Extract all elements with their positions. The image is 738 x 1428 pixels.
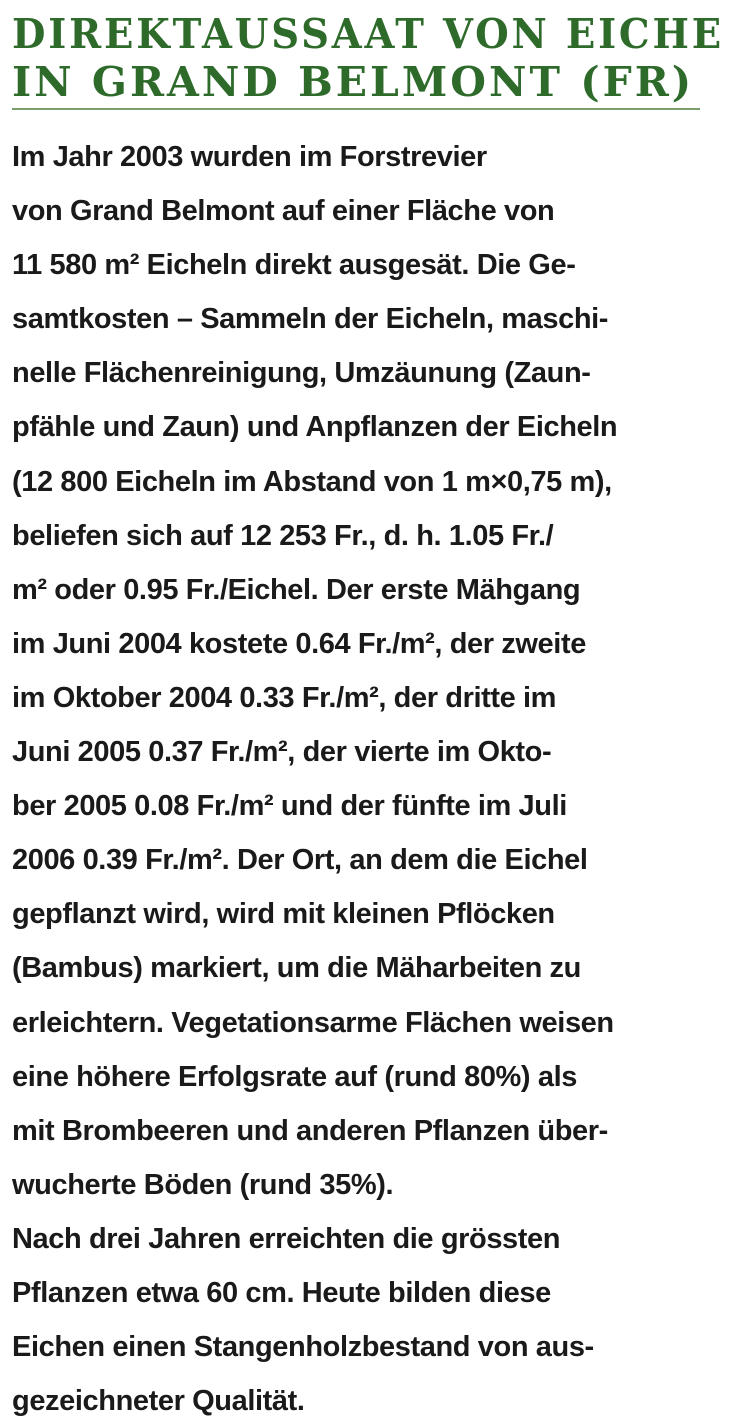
body-line: Nach drei Jahren erreichten die grössten xyxy=(12,1222,561,1255)
body-line: 2006 0.39 Fr./m². Der Ort, an dem die Eichel xyxy=(12,844,588,877)
body-line: nelle Flächenreinigung, Umzäunung (Zaun- xyxy=(12,357,591,390)
body-line: mit Brombeeren und anderen Pflanzen über- xyxy=(12,1114,608,1147)
body-line: beliefen sich auf 12 253 Fr., d. h. 1.05 Fr./ xyxy=(12,519,554,552)
body-line: im Oktober 2004 0.33 Fr./m², der dritte im xyxy=(12,681,557,714)
body-line: im Juni 2004 kostete 0.64 Fr./m², der zweite xyxy=(12,627,586,660)
body-line: Im Jahr 2003 wurden im Forstrevier xyxy=(12,141,487,173)
body-line: eine höhere Erfolgsrate auf (rund 80%) als xyxy=(12,1060,577,1093)
body-line: Juni 2005 0.37 Fr./m², der vierte im Okto- xyxy=(12,736,552,769)
body-line: pfähle und Zaun) und Anpflanzen der Eicheln xyxy=(12,411,618,444)
body-line: m² oder 0.95 Fr./Eichel. Der erste Mähgang xyxy=(12,573,581,606)
body-line: samtkosten – Sammeln der Eicheln, maschi- xyxy=(12,303,609,336)
body-line: ber 2005 0.08 Fr./m² und der fünfte im Juli xyxy=(12,790,567,823)
article-body xyxy=(12,130,712,1428)
body-line: gepflanzt wird, wird mit kleinen Pflöcken xyxy=(12,898,555,931)
body-line: von Grand Belmont auf einer Fläche von xyxy=(12,195,555,228)
body-line: (Bambus) markiert, um die Mäharbeiten zu xyxy=(12,952,581,985)
body-line: (12 800 Eicheln im Abstand von 1 m×0,75 m), xyxy=(12,465,612,498)
body-line: erleichtern. Vegetationsarme Flächen weisen xyxy=(12,1006,614,1039)
article-title-line: DIREKTAUSSAAT VON EICHE xyxy=(12,10,724,58)
body-line: 11 580 m² Eicheln direkt ausgesät. Die Ge- xyxy=(12,249,576,282)
article-title xyxy=(12,10,724,106)
body-line: Pflanzen etwa 60 cm. Heute bilden diese xyxy=(12,1276,551,1309)
article-box xyxy=(12,10,724,1428)
article-title-line: IN GRAND BELMONT (FR) xyxy=(12,58,695,106)
body-line: wucherte Böden (rund 35%). xyxy=(12,1168,394,1201)
body-line: Eichen einen Stangenholzbestand von aus- xyxy=(12,1331,594,1364)
body-line: gezeichneter Qualität. xyxy=(12,1385,305,1418)
title-divider xyxy=(12,108,700,110)
